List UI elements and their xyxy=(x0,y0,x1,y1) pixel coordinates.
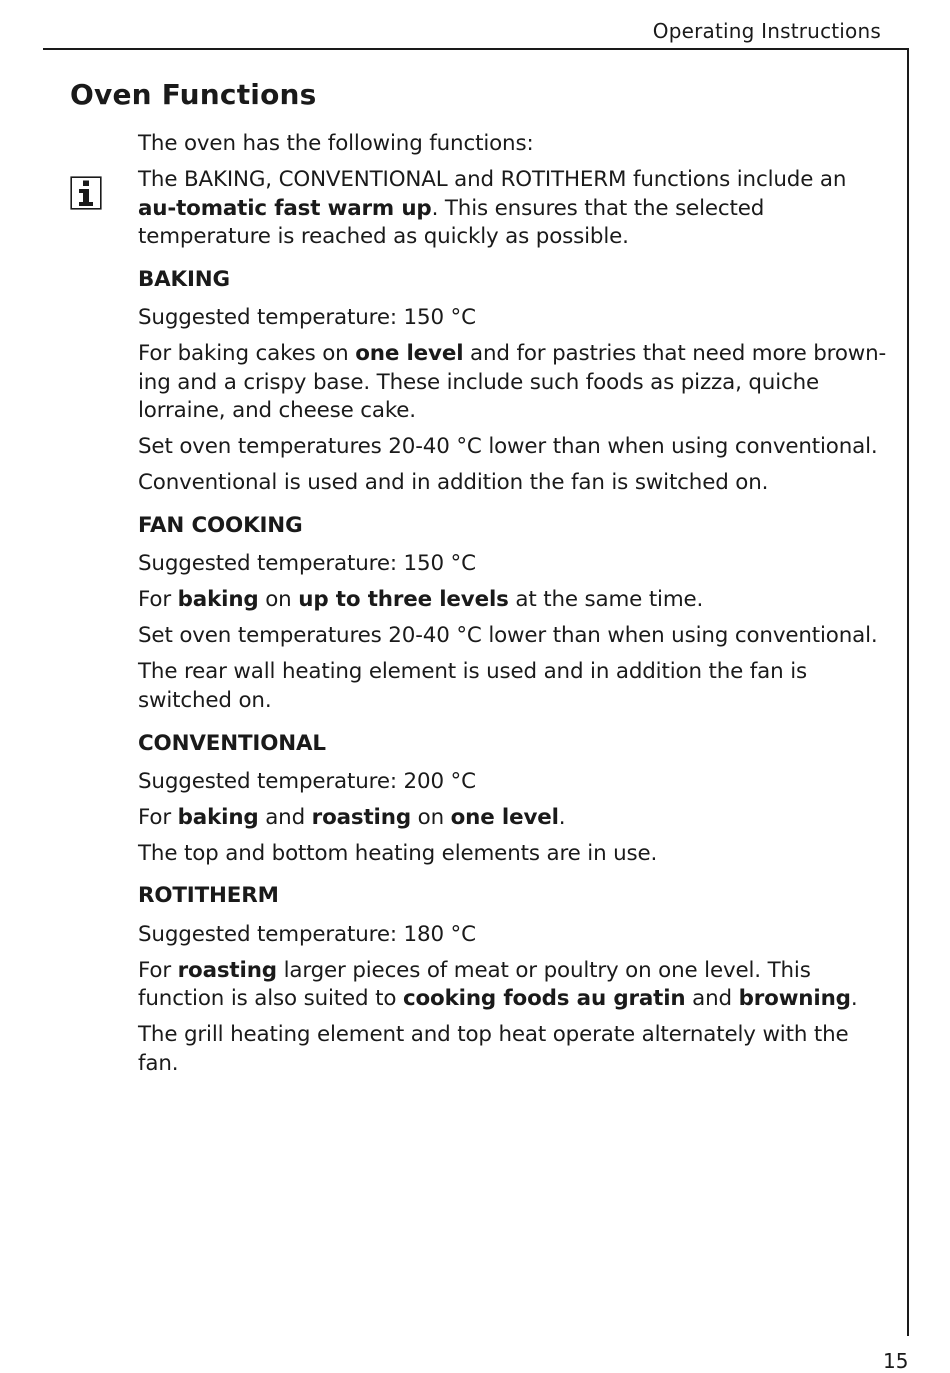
baking-temperature: Suggested temperature: 150 °C xyxy=(138,304,476,330)
conventional-description xyxy=(138,804,890,833)
rotitherm-element-note: The grill heating element and top heat operate alternately with the fan. xyxy=(138,1022,849,1076)
fan-cooking-temperature: Suggested temperature: 150 °C xyxy=(138,551,476,577)
emphasis: one level xyxy=(355,341,464,367)
text-span: larger pieces of meat or poultry on one level. This function is also suited to xyxy=(138,957,811,1012)
baking-description xyxy=(138,340,890,426)
emphasis: roasting xyxy=(311,804,411,830)
emphasis: browning xyxy=(738,986,851,1012)
running-header: Operating Instructions xyxy=(652,19,881,43)
baking-element-note: Conventional is used and in addition the fan is switched on. xyxy=(138,470,769,496)
emphasis: baking xyxy=(177,804,259,830)
text-span: at the same time. xyxy=(508,587,704,613)
text-span: and xyxy=(258,804,312,830)
baking-heading: BAKING xyxy=(138,266,230,292)
conventional-heading: CONVENTIONAL xyxy=(138,730,326,756)
side-rule xyxy=(907,48,909,1336)
rotitherm-description xyxy=(138,957,890,1014)
rotitherm-heading: ROTITHERM xyxy=(138,883,279,909)
text-span: For baking cakes on xyxy=(138,341,356,367)
text-span: on xyxy=(258,587,299,613)
text-span: . xyxy=(558,804,566,830)
note-text: . This ensures that the selected temperature is reached as quickly as possible. xyxy=(138,195,765,250)
conventional-temperature: Suggested temperature: 200 °C xyxy=(138,768,476,794)
text-span: and xyxy=(685,986,739,1012)
page-number: 15 xyxy=(883,1349,909,1373)
fan-cooking-heading: FAN COOKING xyxy=(138,513,303,539)
fan-cooking-element-note: The rear wall heating element is used and in addition the fan is switched on. xyxy=(138,659,807,713)
text-span: For xyxy=(138,957,178,983)
text-span: and for pastries that need more brown-ing and a crispy base. These include such foods as pizza, quiche lorraine, and cheese cake. xyxy=(138,341,887,424)
text-span: For xyxy=(138,587,178,613)
conventional-element-note: The top and bottom heating elements are in use. xyxy=(138,840,658,866)
header-rule xyxy=(43,48,909,50)
text-span: . xyxy=(850,986,858,1012)
content xyxy=(138,130,890,1086)
intro-text: The oven has the following functions: xyxy=(138,131,534,156)
emphasis: roasting xyxy=(177,957,277,983)
note-emphasis: au-tomatic fast warm up xyxy=(138,195,432,221)
emphasis: one level xyxy=(450,804,559,830)
emphasis: baking xyxy=(177,587,259,613)
text-span: For xyxy=(138,804,178,830)
baking-temperature-note: Set oven temperatures 20-40 °C lower than when using conventional. xyxy=(138,434,878,460)
info-icon xyxy=(70,176,102,210)
page-title: Oven Functions xyxy=(70,78,317,111)
text-span: on xyxy=(410,804,451,830)
note-text: The BAKING, CONVENTIONAL and ROTITHERM functions include an xyxy=(138,167,847,193)
fan-cooking-temperature-note: Set oven temperatures 20-40 °C lower than when using conventional. xyxy=(138,623,878,649)
fast-warmup-note xyxy=(138,166,890,252)
emphasis: cooking foods au gratin xyxy=(402,986,686,1012)
rotitherm-temperature: Suggested temperature: 180 °C xyxy=(138,921,476,947)
emphasis: up to three levels xyxy=(298,587,509,613)
fan-cooking-description xyxy=(138,586,890,615)
